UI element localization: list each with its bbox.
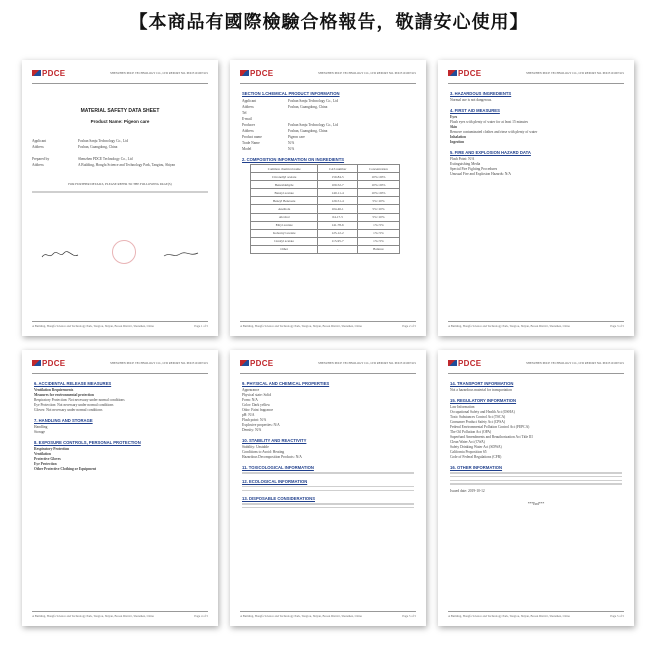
table-row: Linalyl acetate 115-95-7 1%~5%: [251, 237, 400, 245]
text-line: Appearance: [242, 388, 260, 392]
text-line: Flash Point: N/A: [450, 157, 475, 161]
text-line: Superfund Amendments and Reauthorization Act Title III: [450, 435, 533, 439]
text-line: Ingestion: [450, 140, 465, 144]
section-heading: 11. TOXICOLOGICAL INFORMATION: [242, 465, 314, 470]
page-header: [240, 69, 416, 84]
page-header: [240, 359, 416, 374]
page-footer: A Building, Hongfa Science and Technology Park, Tangtou, Shiyan, Baoan District, Shenzhen, China Page 5 of 5: [240, 611, 416, 618]
field-row: Applicant Foshan Sanju Technology Co., Ltd: [242, 99, 338, 103]
section-heading: 7. HANDLING AND STORAGE: [34, 418, 93, 423]
product-name: Product Name: Pigeon care: [90, 119, 150, 124]
section-heading: 16. OTHER INFORMATION: [450, 465, 503, 470]
end-marker: ***End***: [527, 501, 545, 506]
text-line: Eyes: [450, 115, 458, 119]
text-line: Remove contaminated clothes and rinse with plenty of water: [450, 130, 538, 134]
section-heading: 12. ECOLOGICAL INFORMATION: [242, 478, 308, 484]
text-line: Protective Gloves: [34, 457, 61, 461]
text-line: Eye Protection: Not necessary under normal conditions: [34, 403, 114, 407]
section-heading: 3. HAZARDOUS INGREDIENTS: [450, 91, 512, 96]
header-report-info: SHENZHEN PDCE TECHNOLOGY CO., LTD REPORT NO. PDCE19100741S: [526, 71, 624, 75]
composition-table: [250, 164, 400, 254]
page-header: [448, 359, 624, 374]
text-line: pH: N/A: [242, 413, 255, 417]
table-row: Alcohol 64-17-5 5%~10%: [251, 213, 400, 221]
field-row: Address Foshan, Guangdong, China: [32, 145, 118, 149]
page-footer: A Building, Hongfa Science and Technology Park, Tangtou, Shiyan, Baoan District, Shenzhen, China Page 3 of 5: [448, 321, 624, 328]
text-line: Clean Water Act (CWA): [450, 440, 485, 444]
text-line: Federal Environmental Pollution Control Act (FEPCA): [450, 425, 530, 429]
text-line: Gloves: Not necessary under normal conditions: [34, 408, 103, 412]
section-heading: SECTION 1.CHEMICAL PRODUCT INFORMATION: [242, 91, 340, 96]
pdce-logo: PDCE: [448, 359, 481, 368]
document-page-4[interactable]: [22, 350, 218, 626]
company-stamp: [112, 240, 136, 264]
page-header: [32, 359, 208, 374]
page-footer: A Building, Hongfa Science and Technology Park, Tangtou, Shiyan, Baoan District, Shenzhen, China Page 2 of 5: [240, 321, 416, 328]
section-heading: 6. ACCIDENTAL RELEASE MEASURES: [34, 381, 112, 386]
text-line: Handling: [34, 425, 48, 429]
pdce-logo: PDCE: [32, 69, 65, 78]
section-heading: 15. REGULATORY INFORMATION: [450, 398, 517, 403]
text-line: Skin: [450, 125, 457, 129]
header-report-info: SHENZHEN PDCE TECHNOLOGY CO., LTD REPORT NO. PDCE19100741S: [318, 71, 416, 75]
page-footer: A Building, Hongfa Science and Technology Park, Tangtou, Shiyan, Baoan District, Shenzhen, China Page 5 of 5: [448, 611, 624, 618]
section-heading: 4. FIRST AID MEASURES: [450, 108, 500, 113]
table-row: Benzaldehyde 100-52-7 10%~20%: [251, 181, 400, 189]
text-line: Special Fire Fighting Procedures: [450, 167, 498, 171]
document-page-6[interactable]: [438, 350, 634, 626]
text-line: Measures for environmental protection: [34, 393, 94, 397]
pdce-logo: PDCE: [448, 69, 481, 78]
field-row: Address Foshan, Guangdong, China: [242, 105, 328, 109]
text-line: Form: N/A: [242, 398, 258, 402]
field-row: Trade Name N/A: [242, 141, 295, 145]
text-line: Not a hazardous material for transportation: [450, 388, 512, 392]
section-heading: 2. COMPOSITION INFORMATION ON INGREDIENTS: [242, 157, 345, 162]
text-line: Occupational Safety and Health Act (OSHA): [450, 410, 515, 414]
text-line: Unusual Fire and Explosion Hazards: N/A: [450, 172, 511, 176]
text-line: Toxic Substances Control Act (TSCA): [450, 415, 506, 419]
field-row: E-mail: [242, 117, 252, 121]
further-details-note: FOR FURTHER DETAILS, PLEASE REFER TO THE FOLLOWING PAGE(S): [68, 182, 172, 186]
text-line: The Oil Pollution Act (OPA): [450, 430, 492, 434]
text-line: Flush eyes with plenty of water for at least 15 minutes: [450, 120, 529, 124]
section-heading: 5. FIRE AND EXPLOSION HAZARD DATA: [450, 150, 531, 155]
field-row: Prepared by Shenzhen PDCE Technology Co., Ltd: [32, 157, 133, 161]
text-line: Consumer Product Safety Act (CPSA): [450, 420, 506, 424]
text-line: Ventilation Requirements: [34, 388, 74, 392]
page-footer: A Building, Hongfa Science and Technology Park, Tangtou, Shiyan, Baoan District, Shenzhen, China Page 4 of 5: [32, 611, 208, 618]
page-header: [32, 69, 208, 84]
text-line: Respiratory Protection: [34, 447, 70, 451]
signature-image: [162, 250, 202, 260]
text-line: Inhalation: [450, 135, 466, 139]
text-line: Normal use is not dangerous.: [450, 98, 493, 102]
text-line: Law Information: [450, 405, 475, 409]
text-line: California Proposition 65: [450, 450, 487, 454]
text-line: Conditions to Avoid: Heating: [242, 450, 285, 454]
text-line: Code of Federal Regulations (CFR): [450, 455, 502, 459]
header-report-info: SHENZHEN PDCE TECHNOLOGY CO., LTD REPORT NO. PDCE19100741S: [318, 361, 416, 365]
text-line: Flash point: N/A: [242, 418, 267, 422]
text-line: Color: Dark yellow: [242, 403, 270, 407]
header-report-info: SHENZHEN PDCE TECHNOLOGY CO., LTD REPORT NO. PDCE19100741S: [110, 361, 208, 365]
field-row: Applicant Foshan Sanju Technology Co., Ltd: [32, 139, 128, 143]
section-heading: 14. TRANSPORT INFORMATION: [450, 381, 514, 386]
text-line: Storage: [34, 430, 45, 434]
signature-image: [40, 250, 80, 260]
text-line: Respiratory Protection: Not necessary under normal conditions: [34, 398, 125, 402]
text-line: Other Protective Clothing or Equipment: [34, 467, 97, 471]
text-line: Ventilation: [34, 452, 51, 456]
table-row: Isobornyl acetate 125-12-2 1%~5%: [251, 229, 400, 237]
section-heading: 9. PHYSICAL AND CHEMICAL PROPERTIES: [242, 381, 330, 386]
page-footer: A Building, Hongfa Science and Technology Park, Tangtou, Shiyan, Baoan District, Shenzhen, China Page 1 of 5: [32, 321, 208, 328]
field-row: Tel: [242, 111, 247, 115]
pdce-logo: PDCE: [240, 359, 273, 368]
pdce-logo: PDCE: [32, 359, 65, 368]
issued-date: Issued date: 2019-10-12: [450, 488, 485, 493]
text-line: Explosive properties: N/A: [242, 423, 280, 427]
page-banner: 【本商品有國際檢驗合格報告，敬請安心使用】: [129, 12, 529, 33]
field-row: Address A Building, Hongfa Science and Technology Park, Tangtou, Shiyan: [32, 163, 176, 167]
text-line: Physical state: Solid: [242, 393, 272, 397]
table-row: Anethole 104-46-1 5%~10%: [251, 205, 400, 213]
header-report-info: SHENZHEN PDCE TECHNOLOGY CO., LTD REPORT NO. PDCE19100741S: [526, 361, 624, 365]
text-line: Hazardous Decomposition Products: N/A: [242, 455, 302, 459]
field-row: Address Foshan, Guangdong, China: [242, 129, 328, 133]
text-line: Density: N/A: [242, 428, 262, 432]
header-report-info: SHENZHEN PDCE TECHNOLOGY CO., LTD REPORT NO. PDCE19100741S: [110, 71, 208, 75]
field-row: Product name Pigeon care: [242, 135, 305, 139]
text-line: Eye Protection: [34, 462, 57, 466]
table-row: Benzyl acetate 140-11-4 10%~20%: [251, 189, 400, 197]
text-line: Stability: Unstable: [242, 445, 269, 449]
table-row: Citronellyl acetate 150-84-5 10%~20%: [251, 173, 400, 181]
text-line: Safety Drinking Water Act (SDWA): [450, 445, 502, 449]
section-heading: 10. STABILITY AND REACTIVITY: [242, 438, 307, 443]
field-row: Producer Foshan Sanju Technology Co., Ltd: [242, 123, 338, 127]
table-row: Other - Balance: [251, 245, 400, 253]
page-header: [448, 69, 624, 84]
section-heading: 13. DISPOSABLE CONSIDERATIONS: [242, 496, 315, 502]
table-header-row: Common chemical name CAS number Concentration: [251, 165, 400, 173]
section-heading: 8. EXPOSURE CONTROLS, PERSONAL PROTECTION: [34, 440, 141, 445]
text-line: Extinguishing Media: [450, 162, 481, 166]
document-page-3[interactable]: [438, 60, 634, 336]
text-line: Odor: Faint fragrance: [242, 408, 274, 412]
field-row: Model N/A: [242, 147, 295, 151]
table-row: Benzyl Benzoate 120-51-4 5%~10%: [251, 197, 400, 205]
pdce-logo: PDCE: [240, 69, 273, 78]
document-page-1[interactable]: [22, 60, 218, 336]
document-page-2[interactable]: [230, 60, 426, 336]
table-row: Ethyl acetate 141-78-6 1%~5%: [251, 221, 400, 229]
document-title: MATERIAL SAFETY DATA SHEET: [80, 108, 160, 114]
document-page-5[interactable]: [230, 350, 426, 626]
